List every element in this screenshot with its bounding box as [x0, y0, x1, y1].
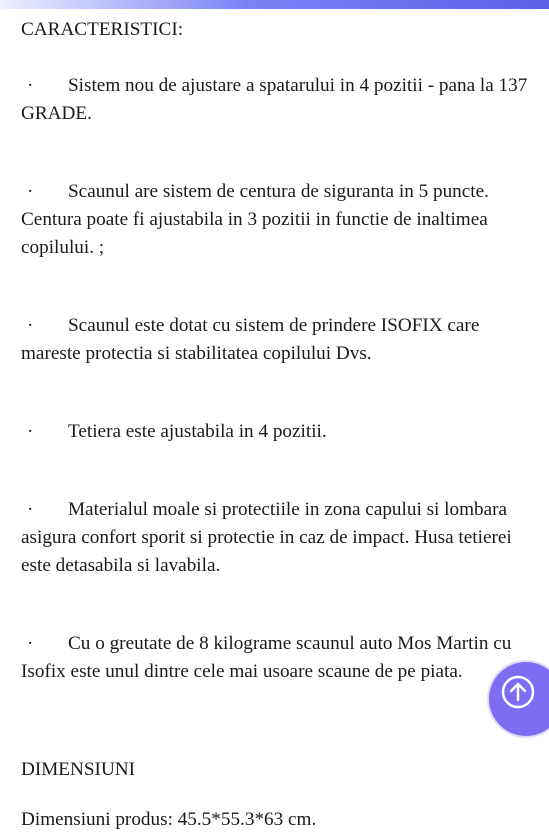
arrow-up-circle-icon	[500, 674, 536, 710]
section-title: CARACTERISTICI:	[21, 19, 184, 40]
product-description	[21, 16, 531, 834]
dimensions-title: DIMENSIUNI	[21, 759, 136, 780]
feature-text: Sistem nou de ajustare a spatarului in 4 pozitii - pana la 137 GRADE.	[21, 75, 528, 124]
feature-text: Tetiera este ajustabila in 4 pozitii.	[68, 421, 327, 442]
feature-item	[21, 72, 531, 128]
feature-text: Scaunul este dotat cu sistem de prindere ISOFIX care mareste protectia si stabilitatea copilului Dvs.	[21, 315, 480, 364]
feature-item	[21, 630, 531, 686]
feature-item	[21, 178, 531, 262]
feature-item	[21, 418, 531, 446]
feature-item	[21, 312, 531, 368]
bullet-icon: ·	[27, 315, 34, 336]
feature-item	[21, 496, 531, 580]
bullet-icon: ·	[27, 633, 34, 654]
bullet-icon: ·	[27, 421, 34, 442]
feature-text: Scaunul are sistem de centura de siguranta in 5 puncte. Centura poate fi ajustabila in 3 pozitii in functie de inaltimea copilului. ;	[21, 181, 489, 258]
feature-text: Materialul moale si protectiile in zona capului si lombara asigura confort sporit si protectie in caz de impact. Husa tetierei este detasabila si lavabila.	[21, 499, 512, 576]
bullet-icon: ·	[27, 499, 34, 520]
feature-text: Cu o greutate de 8 kilograme scaunul auto Mos Martin cu Isofix este unul dintre cele mai usoare scaune de pe piata.	[21, 633, 512, 682]
bullet-icon: ·	[27, 75, 34, 96]
top-accent-bar	[0, 0, 549, 9]
dimensions-text: Dimensiuni produs: 45.5*55.3*63 cm.	[21, 809, 317, 830]
bullet-icon: ·	[27, 181, 34, 202]
